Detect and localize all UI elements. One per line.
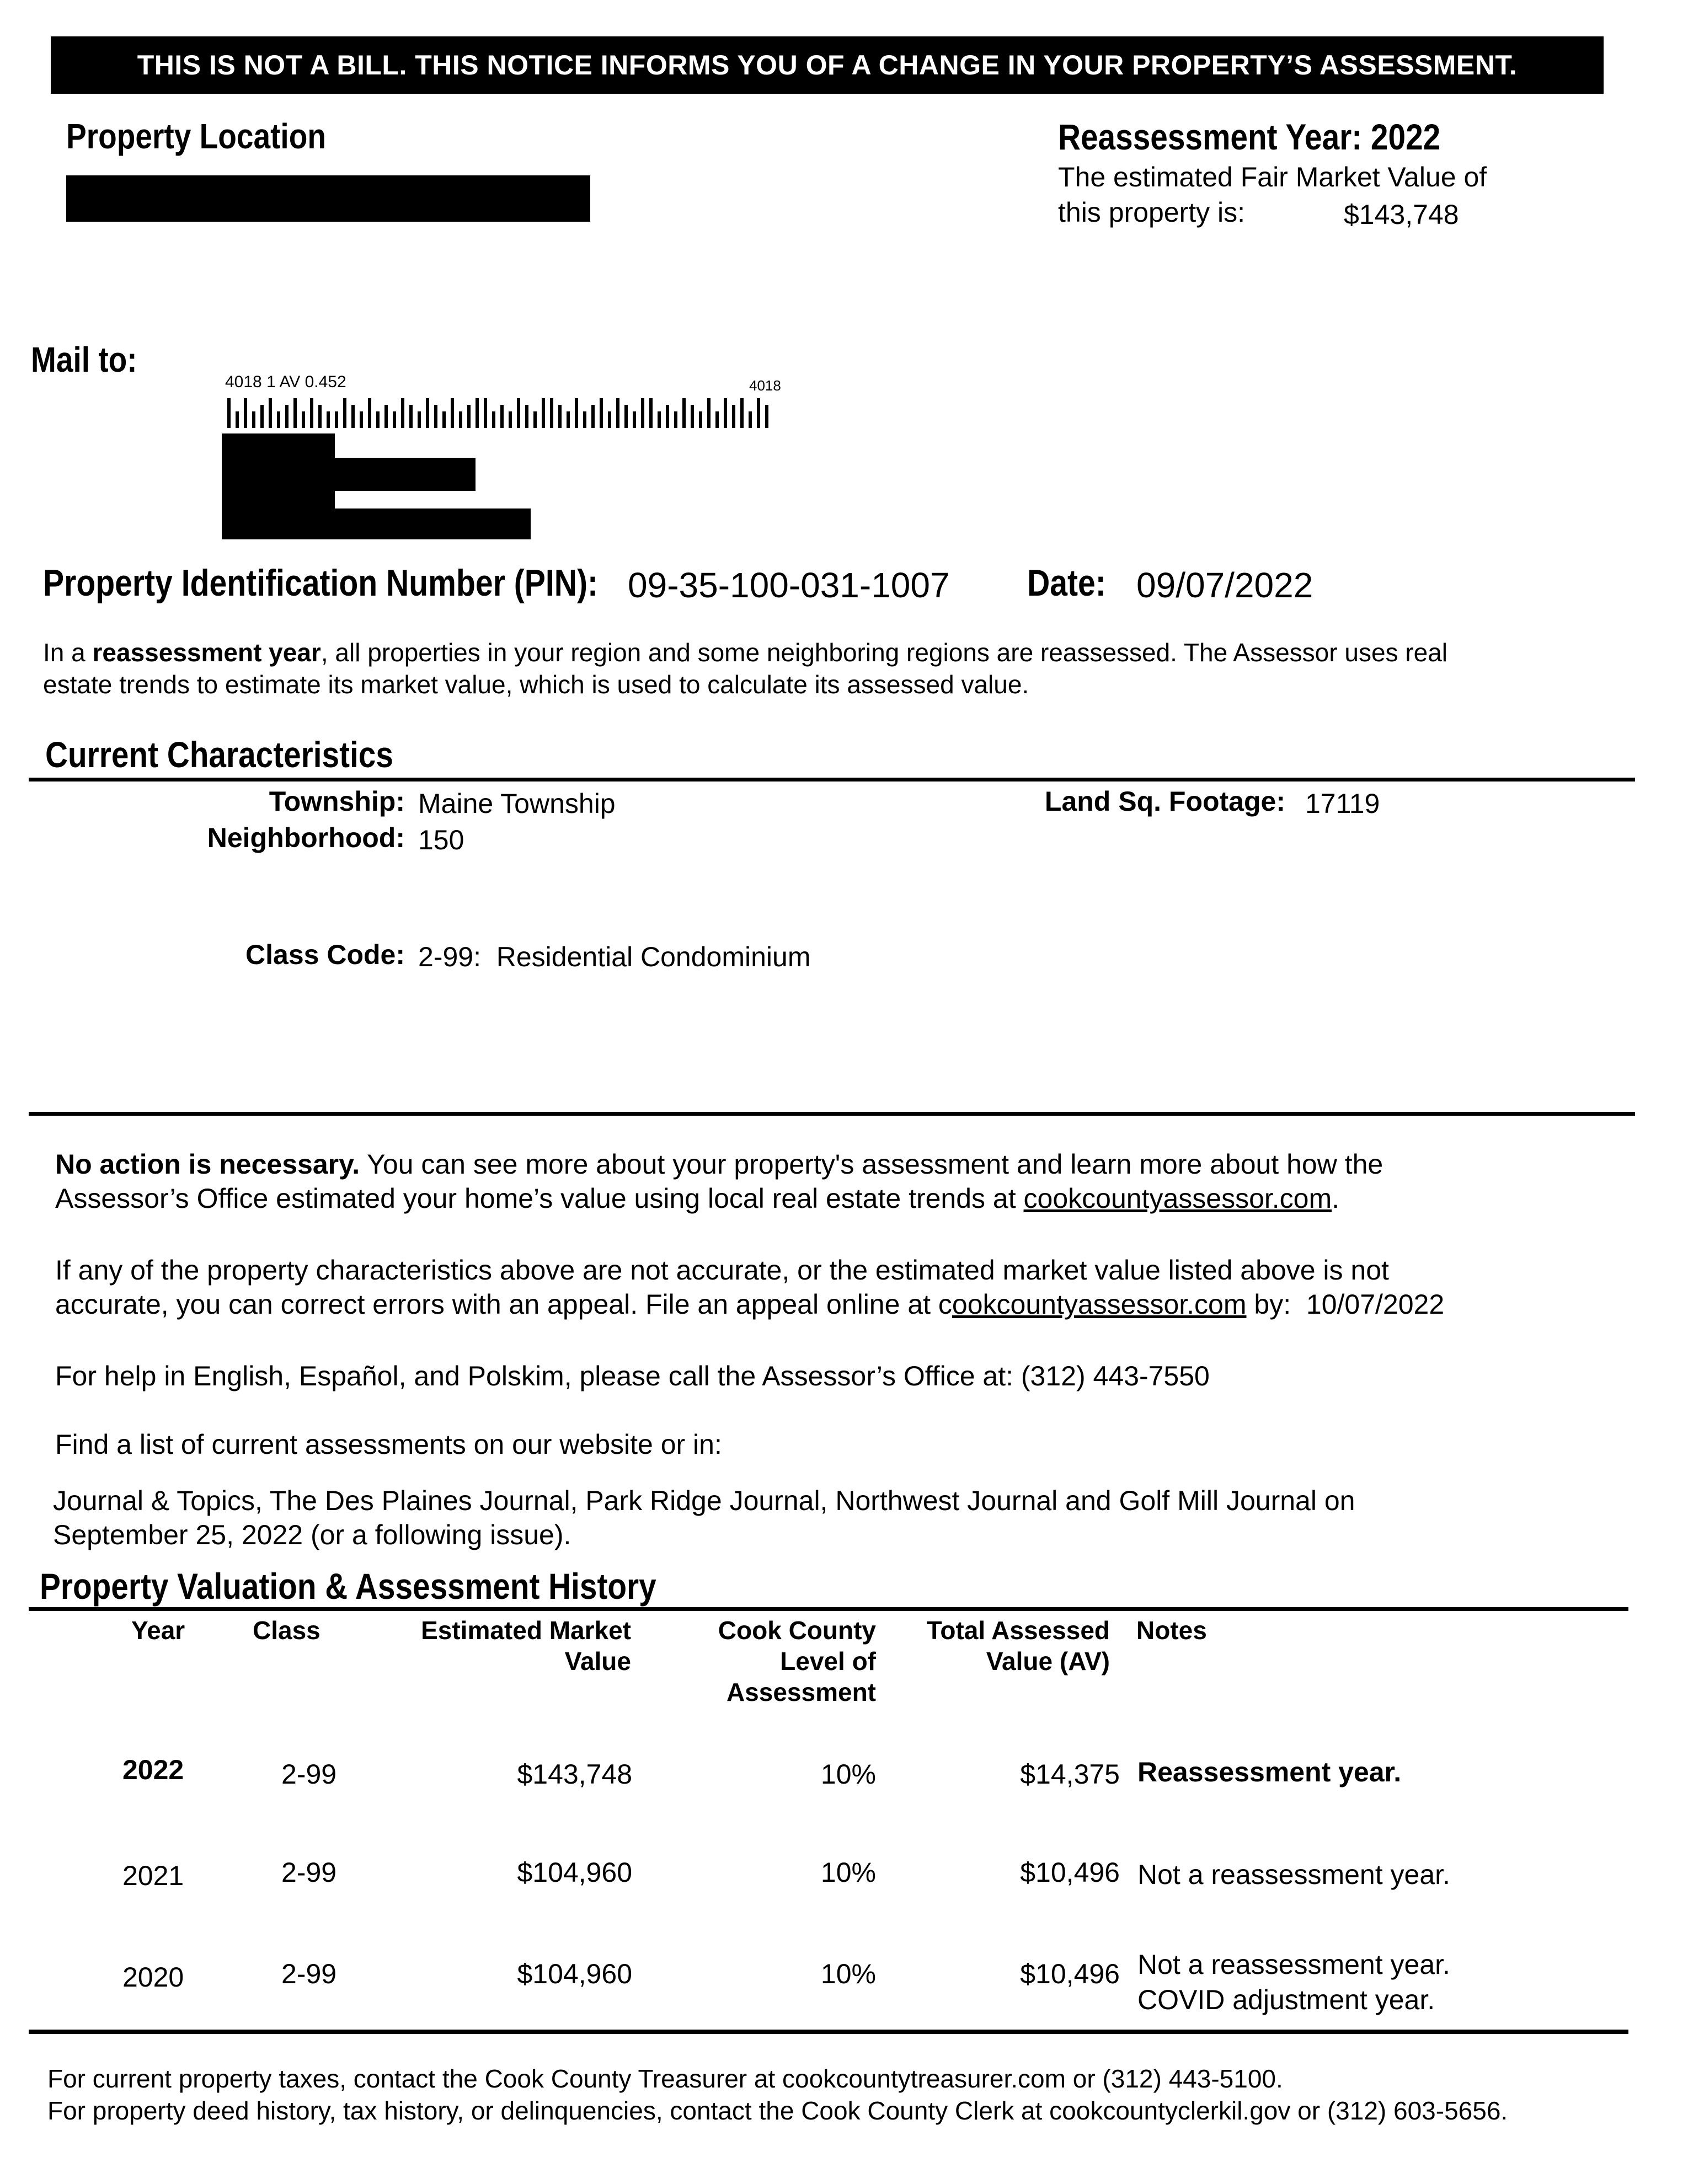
col-class: Class <box>253 1616 320 1645</box>
appeal-deadline: 10/07/2022 <box>1306 1289 1445 1320</box>
pin-value: 09-35-100-031-1007 <box>628 565 950 605</box>
col-av: Total Assessed Value (AV) <box>926 1616 1110 1676</box>
history-title: Property Valuation & Assessment History <box>40 1566 656 1607</box>
col-year: Year <box>131 1616 185 1645</box>
characteristics-bottom-rule <box>29 1112 1635 1116</box>
col-notes: Notes <box>1136 1616 1207 1645</box>
col-level: Cook County Level of Assessment <box>718 1616 876 1706</box>
fmv-line1: The estimated Fair Market Value of <box>1058 162 1487 192</box>
land-sqft-label: Land Sq. Footage: <box>1044 786 1285 817</box>
property-location-label: Property Location <box>66 116 326 156</box>
postal-barcode <box>227 398 773 429</box>
row-2021-class: 2-99 <box>281 1857 337 1888</box>
barcode-right-text: 4018 <box>749 377 781 394</box>
redacted-mail-block-3 <box>222 508 531 539</box>
date-value: 09/07/2022 <box>1136 565 1313 605</box>
row-2021-year: 2021 <box>122 1860 184 1891</box>
row-2020-av: $10,496 <box>1020 1958 1120 1989</box>
characteristics-title: Current Characteristics <box>45 734 393 775</box>
row-2022-class: 2-99 <box>281 1759 337 1790</box>
row-2020-year: 2020 <box>122 1962 184 1993</box>
row-2020-class: 2-99 <box>281 1958 337 1989</box>
pin-label: Property Identification Number (PIN): <box>43 562 599 604</box>
history-top-rule <box>29 1607 1628 1611</box>
row-2021-note: Not a reassessment year. <box>1137 1859 1450 1890</box>
notice-banner: THIS IS NOT A BILL. THIS NOTICE INFORMS YOU OF A CHANGE IN YOUR PROPERTY’S ASSESSMENT. <box>51 36 1604 94</box>
history-bottom-rule <box>29 2030 1628 2034</box>
class-code-label: Class Code: <box>245 939 405 970</box>
row-2020-note: Not a reassessment year. COVID adjustment year. <box>1137 1949 1450 2015</box>
class-code-value: 2-99: Residential Condominium <box>418 941 811 972</box>
appeal-link[interactable]: ookcountyassessor.com <box>952 1289 1247 1320</box>
row-2020-level: 10% <box>820 1958 876 1989</box>
mail-to-label: Mail to: <box>31 340 137 379</box>
township-value: Maine Township <box>418 788 616 819</box>
row-2022-year: 2022 <box>122 1754 184 1785</box>
no-action-paragraph: No action is necessary. You can see more about your property's assessment and learn more about how the Assessor’s Office estimated your home’s value using local real estate trends at cookcountyassessor.com. <box>55 1149 1383 1214</box>
row-2021-av: $10,496 <box>1020 1857 1120 1888</box>
land-sqft-value: 17119 <box>1305 788 1380 819</box>
characteristics-top-rule <box>29 778 1635 781</box>
footer-contacts: For current property taxes, contact the Cook County Treasurer at cookcountytreasurer.com or (312) 443-5100. For property deed history, tax history, or delinquencies, contact the Cook County Clerk at cookcountyclerkil.gov or (312) 603-5656. <box>47 2064 1508 2125</box>
intro-paragraph: In a reassessment year, all properties in your region and some neighboring regions are reassessed. The Assessor uses real estate trends to estimate its market value, which is used to calculate its assessed value. <box>43 638 1448 699</box>
help-line: For help in English, Español, and Polskim, please call the Assessor’s Office at: (312) 443-7550 <box>55 1361 1210 1391</box>
row-2022-emv: $143,748 <box>517 1759 632 1790</box>
appeal-paragraph: If any of the property characteristics above are not accurate, or the estimated market value listed above is not accurate, you can correct errors with an appeal. File an appeal online at cookcountyassessor.com by: 10/07/2022 <box>55 1255 1445 1320</box>
fmv-line2: this property is: <box>1058 197 1246 228</box>
row-2022-note: Reassessment year. <box>1137 1757 1402 1787</box>
date-label: Date: <box>1027 562 1106 604</box>
township-label: Township: <box>269 786 405 817</box>
list-line: Find a list of current assessments on our website or in: <box>55 1429 722 1460</box>
row-2020-emv: $104,960 <box>517 1958 632 1989</box>
col-emv: Estimated Market Value <box>421 1616 631 1676</box>
barcode-left-text: 4018 1 AV 0.452 <box>225 373 346 391</box>
row-2022-av: $14,375 <box>1020 1759 1120 1790</box>
assessor-link[interactable]: cookcountyassessor.com <box>1023 1183 1332 1214</box>
row-2022-level: 10% <box>820 1759 876 1790</box>
neighborhood-value: 150 <box>418 825 464 855</box>
reassessment-year-title: Reassessment Year: 2022 <box>1058 116 1441 157</box>
row-2021-emv: $104,960 <box>517 1857 632 1888</box>
journals-paragraph: Journal & Topics, The Des Plaines Journal, Park Ridge Journal, Northwest Journal and Golf Mill Journal on September 25, 2022 (or a following issue). <box>53 1485 1355 1550</box>
redacted-address <box>66 175 590 222</box>
neighborhood-label: Neighborhood: <box>207 822 405 853</box>
fmv-value: $143,748 <box>1344 199 1459 230</box>
redacted-mail-block-2 <box>222 458 476 491</box>
row-2021-level: 10% <box>820 1857 876 1888</box>
